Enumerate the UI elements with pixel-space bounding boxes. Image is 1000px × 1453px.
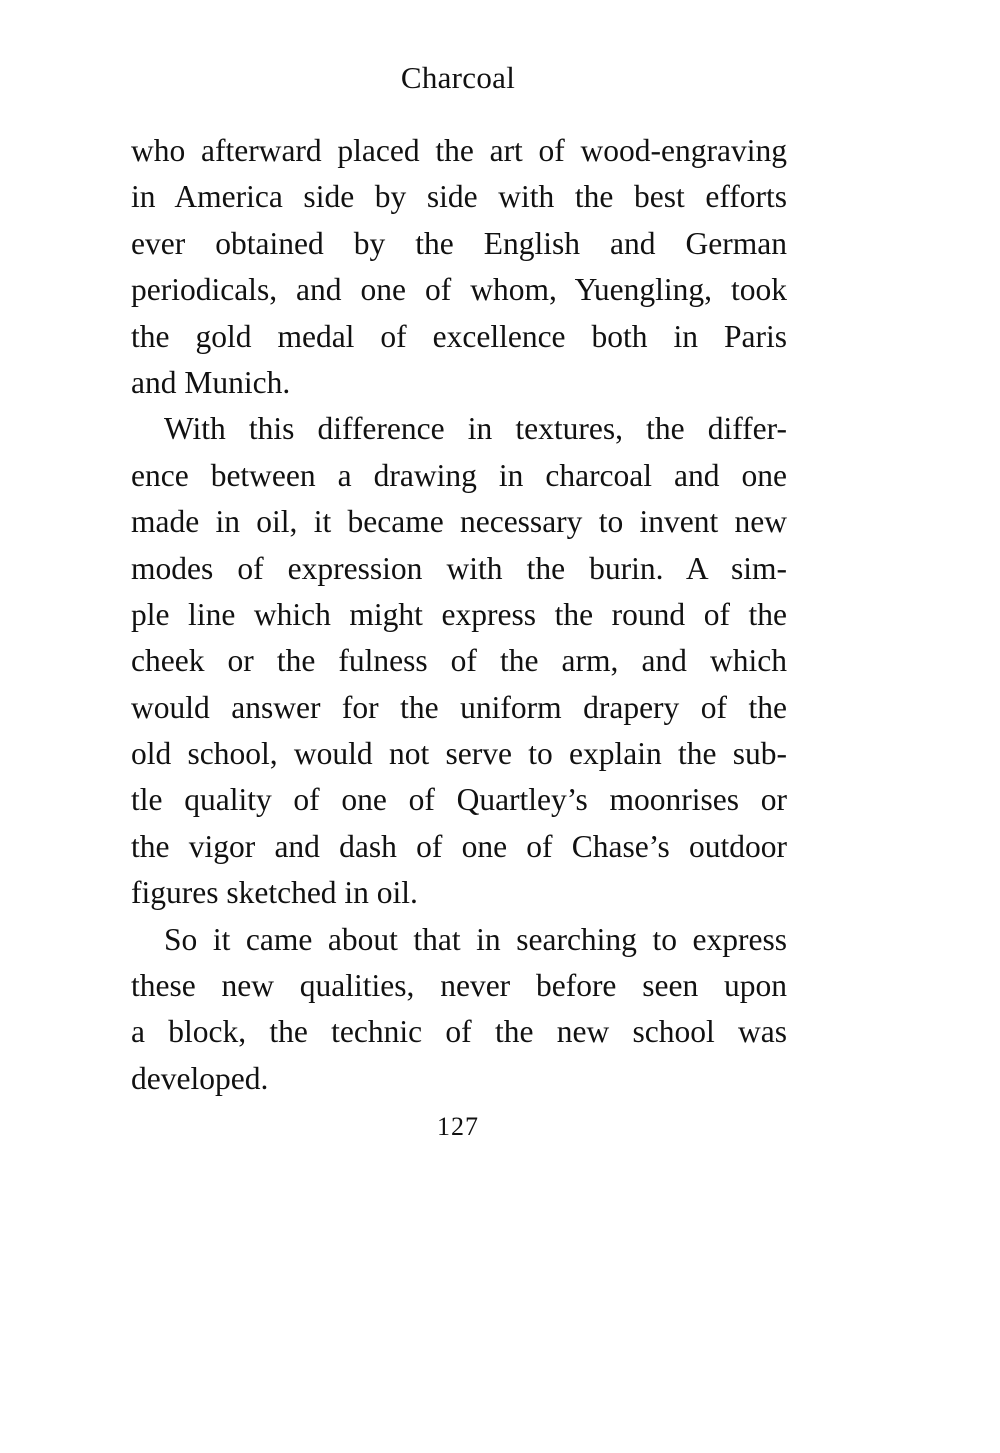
paragraph-1 [131,128,787,406]
text-line: these new qualities, never before seen upon [131,968,787,1004]
text-line: ence between a drawing in charcoal and one [131,457,787,493]
paragraph-2 [131,406,787,916]
text-line: in America side by side with the best efforts [131,179,787,215]
text-line: a block, the technic of the new school was [131,1014,787,1050]
text-line: who afterward placed the art of wood-engraving [131,133,787,168]
text-line: would answer for the uniform drapery of the [131,689,787,725]
body-text [131,128,787,1102]
text-line: made in oil, it became necessary to invent new [131,504,787,540]
running-head: Charcoal [400,60,516,95]
text-line: developed. [131,1060,269,1096]
text-line: old school, would not serve to explain the sub- [131,736,787,772]
paragraph-3 [131,917,787,1103]
text-line: With this difference in textures, the differ- [164,411,787,447]
text-line: So it came about that in searching to express [164,921,787,957]
text-line: the vigor and dash of one of Chase’s outdoor [131,828,787,864]
text-line: cheek or the fulness of the arm, and which [131,643,787,679]
text-line: ple line which might express the round of the [131,596,787,632]
text-line: periodicals, and one of whom, Yuengling, took [131,272,787,308]
text-line: modes of expression with the burin. A sim- [131,550,787,586]
page-number: 127 [437,1112,479,1141]
text-line: tle quality of one of Quartley’s moonrises or [131,782,787,818]
text-line: and Munich. [131,364,291,400]
text-line: ever obtained by the English and German [131,225,787,261]
text-line: figures sketched in oil. [131,875,418,911]
text-line: the gold medal of excellence both in Paris [131,318,787,354]
